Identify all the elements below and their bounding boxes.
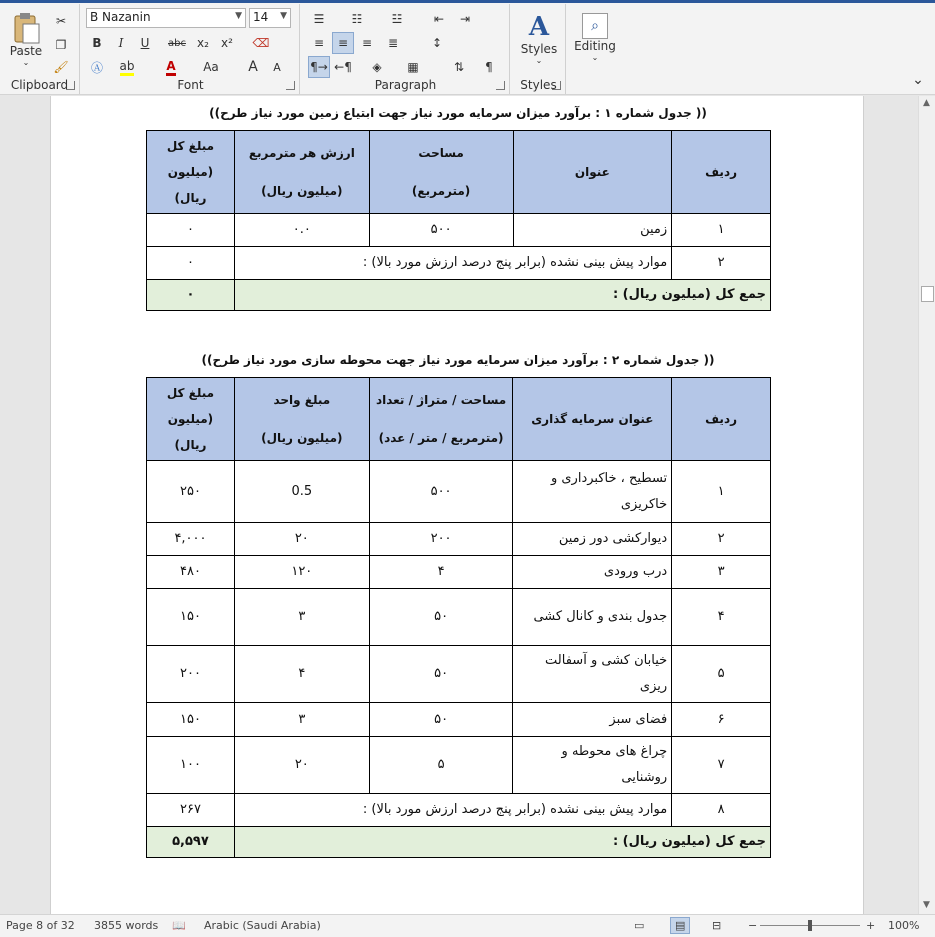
chevron-up-icon: ⌄ [912, 72, 924, 88]
editing-button-label: Editing [574, 38, 616, 53]
styles-group [512, 4, 566, 94]
header-unit-line2: (میلیون ریال) [261, 184, 343, 198]
clear-formatting-button[interactable] [250, 32, 272, 54]
cell-total: ۲۵۰ [147, 461, 235, 523]
paste-button[interactable] [6, 10, 46, 68]
font-color-icon: A [166, 59, 175, 76]
align-right-button[interactable] [356, 32, 378, 54]
cell-row-number: ۲ [672, 247, 771, 280]
cell-row-number: ۱ [672, 214, 771, 247]
zoom-in-button[interactable]: + [866, 919, 876, 932]
borders-icon: ▦ [407, 60, 419, 74]
cell-total: ۴,۰۰۰ [147, 523, 235, 556]
font-group [82, 4, 300, 94]
header-area-line1: مساحت [418, 146, 464, 160]
numbered-list-icon: ☷ [351, 12, 363, 26]
cell-title: درب ورودی [513, 556, 672, 589]
rtl-direction-button[interactable] [332, 56, 354, 78]
cell-misc-text: موارد پیش بینی نشده (برابر پنج درصد ارزش مورد بالا) : [234, 247, 671, 280]
cell-total: ۲۶۷ [147, 794, 235, 827]
cell-unit-value: ۲۰ [234, 737, 369, 794]
cell-row-number: ۴ [672, 589, 771, 646]
proofing-icon[interactable]: 📖 [172, 919, 186, 932]
shrink-font-button[interactable]: A [273, 60, 281, 74]
table-row [147, 737, 771, 794]
decrease-indent-button[interactable] [428, 8, 450, 30]
document-page[interactable] [50, 96, 864, 914]
styles-group-label: Styles [520, 78, 557, 92]
bullet-list-icon: ☰ [313, 12, 325, 26]
eraser-icon: ⌫ [252, 36, 270, 50]
cell-title: چراغ های محوطه و روشنایی [513, 737, 672, 794]
scrollbar-thumb[interactable] [921, 286, 934, 302]
cell-area: ۴ [369, 556, 513, 589]
cell-unit-value: ۳ [234, 589, 369, 646]
highlighter-icon: ab [120, 59, 135, 76]
cell-total: ۱۵۰ [147, 589, 235, 646]
cell-total: ۲۰۰ [147, 646, 235, 703]
increase-indent-icon: ⇥ [459, 12, 471, 26]
header-total [147, 131, 235, 214]
ribbon [0, 0, 935, 95]
cell-misc-text: موارد پیش بینی نشده (برابر پنج درصد ارزش مورد بالا) : [234, 794, 671, 827]
superscript-button[interactable]: x² [221, 36, 233, 50]
header-area-line2: (مترمربع / متر / عدد) [378, 431, 504, 445]
cell-row-number: ۶ [672, 703, 771, 737]
header-total-line3: ریال) [174, 438, 207, 452]
header-total-line3: ریال) [174, 191, 207, 205]
italic-button[interactable]: I [118, 36, 124, 50]
cell-row-number: ۳ [672, 556, 771, 589]
font-size-value: 14 [253, 10, 269, 24]
bullets-button[interactable] [308, 8, 330, 30]
cell-title: خیابان کشی و آسفالت ریزی [513, 646, 672, 703]
scroll-up-icon[interactable]: ▲ [923, 98, 930, 108]
language[interactable]: Arabic (Saudi Arabia) [204, 919, 321, 932]
cell-area: ۲۰۰ [369, 523, 513, 556]
cell-title: جدول بندی و کانال کشی [513, 589, 672, 646]
web-layout-icon[interactable]: ⊟ [712, 919, 722, 932]
multilevel-list-button[interactable] [386, 8, 408, 30]
header-area [369, 378, 513, 461]
page-count[interactable]: Page 8 of 32 [6, 919, 75, 932]
grow-font-button[interactable]: A [248, 59, 258, 75]
header-area-line1: مساحت / متراژ / تعداد [375, 393, 507, 407]
zoom-slider-handle[interactable] [808, 920, 812, 931]
table-header-row [147, 131, 771, 214]
paragraph-group-label: Paragraph [374, 78, 437, 92]
cell-area: ۵۰ [369, 703, 513, 737]
document-area[interactable] [0, 96, 918, 914]
underline-button[interactable]: U [140, 36, 150, 50]
table-row-grand-total [147, 280, 771, 311]
cell-unit-value: ۳ [234, 703, 369, 737]
font-name-input[interactable] [86, 8, 246, 28]
cell-unit-value: ۰.۰ [234, 214, 369, 247]
cell-total: ۱۵۰ [147, 703, 235, 737]
decrease-indent-icon: ⇤ [433, 12, 445, 26]
align-left-icon: ≡ [313, 36, 325, 50]
scroll-down-icon[interactable]: ▼ [923, 900, 930, 910]
cell-row-number: ۲ [672, 523, 771, 556]
cell-total: ۴۸۰ [147, 556, 235, 589]
table1 [146, 130, 771, 311]
cell-grand-total-label: جمع کل (میلیون ریال) : [234, 827, 770, 858]
header-area [369, 131, 513, 214]
table1-caption: (( جدول شماره ۱ : برآورد میزان سرمایه مورد نیاز جهت ابتیاع زمین مورد نیاز طرح)) [209, 106, 707, 120]
cell-total: ۰ [147, 214, 235, 247]
header-title: عنوان سرمایه گذاری [513, 378, 672, 461]
cell-row-number: ۱ [672, 461, 771, 523]
show-marks-button[interactable] [478, 56, 500, 78]
table-row [147, 556, 771, 589]
cell-title: تسطیح ، خاکبرداری و خاکریزی [513, 461, 672, 523]
vertical-scrollbar[interactable] [918, 96, 935, 914]
align-center-button[interactable] [332, 32, 354, 54]
paste-icon [11, 12, 41, 44]
cell-row-number: ۵ [672, 646, 771, 703]
clipboard-group [0, 4, 80, 94]
chevron-down-icon: ⌄ [591, 52, 599, 62]
styles-button-label: Styles [520, 41, 558, 56]
paragraph-dialog-launcher[interactable] [496, 81, 505, 90]
status-bar [0, 914, 935, 937]
bold-button[interactable]: B [92, 36, 102, 50]
justify-icon: ≣ [387, 36, 399, 50]
paragraph-group [302, 4, 510, 94]
cell-title: زمین [513, 214, 672, 247]
cell-title: دیوارکشی دور زمین [513, 523, 672, 556]
paste-label: Paste [9, 43, 43, 58]
multilevel-list-icon: ☳ [391, 12, 403, 26]
chevron-down-icon: ▼ [280, 11, 287, 21]
cell-area: ۵۰ [369, 589, 513, 646]
header-unit-line2: (میلیون ریال) [261, 431, 343, 445]
sort-button[interactable] [448, 56, 470, 78]
cell-grand-total: ۵,۵۹۷ [147, 827, 235, 858]
cell-unit-value: ۲۰ [234, 523, 369, 556]
table-row [147, 589, 771, 646]
table-header-row [147, 378, 771, 461]
cell-grand-total-label: جمع کل (میلیون ریال) : [234, 280, 770, 311]
table-row-misc [147, 794, 771, 827]
line-spacing-button[interactable] [426, 32, 448, 54]
header-unit-value [234, 131, 369, 214]
table-row [147, 523, 771, 556]
header-total-line2: (میلیون [167, 165, 214, 179]
header-unit-value [234, 378, 369, 461]
print-layout-icon[interactable]: ▤ [670, 917, 690, 934]
header-total-line1: مبلغ کل [166, 139, 215, 153]
cell-title: فضای سبز [513, 703, 672, 737]
cell-unit-value: ۴ [234, 646, 369, 703]
pilcrow-icon: ¶ [485, 60, 493, 74]
header-total [147, 378, 235, 461]
cell-row-number: ۷ [672, 737, 771, 794]
justify-button[interactable] [382, 32, 404, 54]
table-row [147, 646, 771, 703]
table2-caption: (( جدول شماره ۲ : برآورد میزان سرمایه مورد نیاز جهت محوطه سازی مورد نیاز طرح)) [201, 353, 715, 367]
format-painter-button[interactable] [50, 56, 72, 78]
cell-unit-value: 0.5 [234, 461, 369, 523]
styles-icon: A [528, 11, 550, 42]
cell-grand-total: ۰ [147, 280, 235, 311]
sort-icon: ⇅ [453, 60, 465, 74]
header-row-number: ردیف [672, 131, 771, 214]
table-row [147, 703, 771, 737]
font-color-button[interactable] [160, 56, 182, 78]
editing-button[interactable] [570, 6, 620, 68]
read-mode-icon[interactable]: ▭ [634, 919, 645, 932]
font-name-value: B Nazanin [90, 10, 151, 24]
font-group-label: Font [177, 78, 204, 92]
header-unit-line1: ارزش هر مترمربع [248, 146, 355, 160]
cell-area: ۵۰۰ [369, 214, 513, 247]
table2 [146, 377, 771, 858]
collapse-ribbon-button[interactable] [908, 70, 928, 90]
borders-button[interactable] [402, 56, 424, 78]
cell-unit-value: ۱۲۰ [234, 556, 369, 589]
text-effects-button[interactable] [86, 56, 108, 78]
clipboard-group-label: Clipboard [10, 78, 69, 92]
table-row-misc [147, 247, 771, 280]
chevron-down-icon: ▼ [235, 11, 242, 21]
font-dialog-launcher[interactable] [286, 81, 295, 90]
align-left-button[interactable] [308, 32, 330, 54]
font-size-input[interactable] [249, 8, 291, 28]
align-right-icon: ≡ [361, 36, 373, 50]
text-effects-icon: Ⓐ [90, 60, 103, 75]
search-icon: ⌕ [582, 13, 608, 39]
word-count[interactable]: 3855 words [94, 919, 159, 932]
numbering-button[interactable] [346, 8, 368, 30]
rtl-icon: ←¶ [334, 60, 352, 74]
cell-area: ۵۰ [369, 646, 513, 703]
strikethrough-button[interactable]: abc [168, 37, 186, 49]
increase-indent-button[interactable] [454, 8, 476, 30]
align-center-icon: ≡ [337, 36, 349, 50]
copy-icon: ❐ [55, 38, 67, 52]
scissors-icon: ✂ [55, 14, 67, 28]
header-title: عنوان [513, 131, 672, 214]
table-row [147, 214, 771, 247]
line-spacing-icon: ↕ [431, 36, 443, 50]
ltr-icon: ¶→ [310, 60, 328, 74]
cell-area: ۵ [369, 737, 513, 794]
change-case-button[interactable]: Aa [203, 60, 219, 74]
cell-total: ۰ [147, 247, 235, 280]
cut-button[interactable] [50, 10, 72, 32]
cell-total: ۱۰۰ [147, 737, 235, 794]
copy-button[interactable] [50, 34, 72, 56]
cell-row-number: ۸ [672, 794, 771, 827]
chevron-down-icon: ⌄ [22, 57, 30, 67]
table-row [147, 461, 771, 523]
zoom-level[interactable]: 100% [888, 919, 920, 932]
header-row-number: ردیف [672, 378, 771, 461]
header-total-line1: مبلغ کل [166, 386, 215, 400]
ltr-direction-button[interactable] [308, 56, 330, 78]
styles-button[interactable] [516, 8, 562, 68]
header-unit-line1: مبلغ واحد [273, 393, 331, 407]
subscript-button[interactable]: x₂ [197, 36, 209, 50]
title-accent-bar [0, 0, 935, 3]
paint-bucket-icon: ◈ [372, 60, 382, 74]
header-total-line2: (میلیون [167, 412, 214, 426]
table-row-grand-total [147, 827, 771, 858]
highlight-button[interactable] [116, 56, 138, 78]
zoom-out-button[interactable]: − [748, 919, 758, 932]
cell-area: ۵۰۰ [369, 461, 513, 523]
chevron-down-icon: ⌄ [535, 55, 543, 65]
shading-button[interactable] [366, 56, 388, 78]
clipboard-dialog-launcher[interactable] [66, 81, 75, 90]
header-area-line2: (مترمربع) [411, 184, 471, 198]
styles-dialog-launcher[interactable] [552, 81, 561, 90]
brush-icon: 🖌 [53, 60, 69, 74]
